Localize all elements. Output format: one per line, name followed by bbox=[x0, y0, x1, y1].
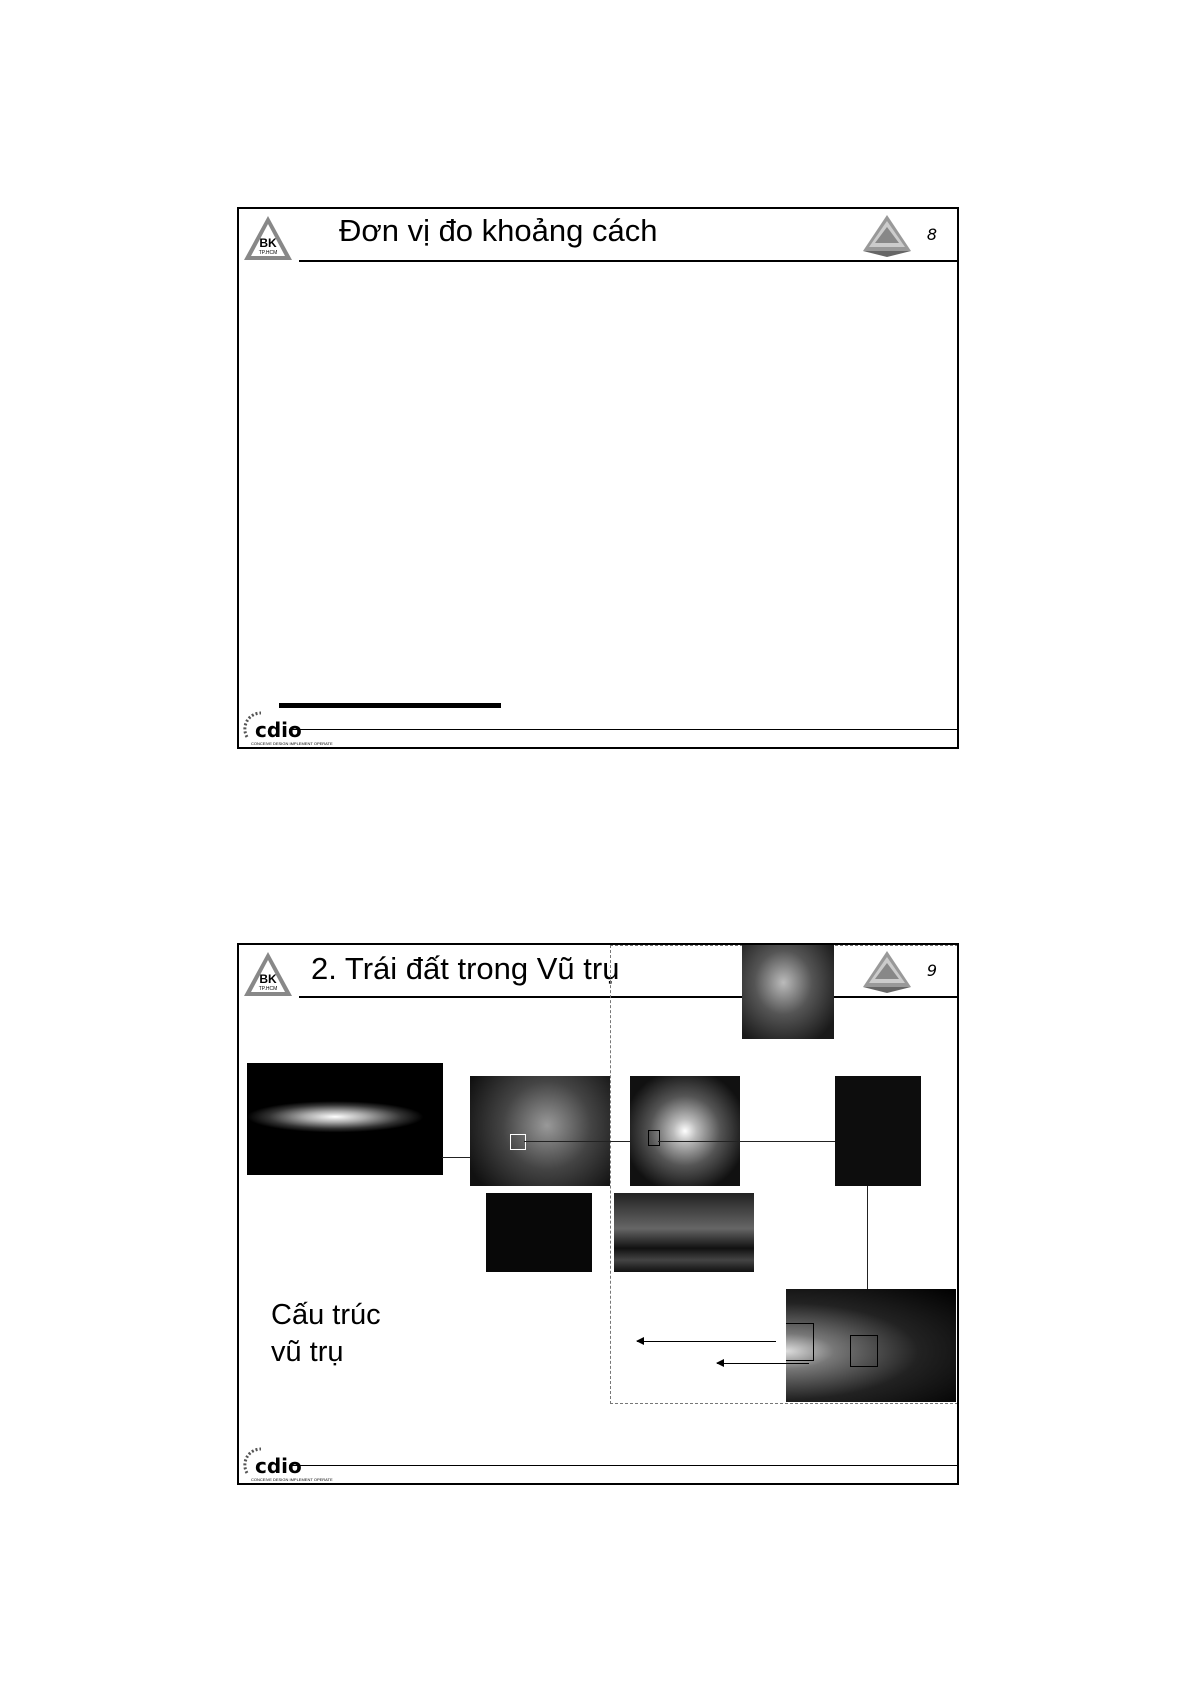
svg-text:cdio: cdio bbox=[255, 1454, 302, 1478]
svg-text:CONCEIVE DESIGN IMPLEMENT OPER: CONCEIVE DESIGN IMPLEMENT OPERATE bbox=[251, 1477, 333, 1482]
galaxy-image bbox=[247, 1063, 443, 1175]
slide-number: 9 bbox=[926, 961, 937, 980]
body-line-1: Cấu trúc bbox=[271, 1299, 381, 1331]
cdio-logo bbox=[241, 1443, 371, 1483]
svg-text:cdio: cdio bbox=[255, 718, 302, 742]
slide-title: 2. Trái đất trong Vũ trụ bbox=[311, 951, 620, 986]
connector-line bbox=[658, 1141, 835, 1142]
pyramid-logo bbox=[861, 213, 913, 259]
slide-9 bbox=[237, 943, 959, 1485]
slide-title: Đơn vị đo khoảng cách bbox=[339, 213, 658, 248]
cdio-logo bbox=[241, 707, 371, 747]
zoom-box bbox=[786, 1323, 814, 1361]
svg-text:TP.HCM: TP.HCM bbox=[258, 986, 278, 992]
svg-text:BK: BK bbox=[259, 236, 277, 250]
footer-divider bbox=[289, 1465, 957, 1466]
slide-8 bbox=[237, 207, 959, 749]
star-map-image bbox=[486, 1193, 592, 1272]
bk-university-logo bbox=[242, 214, 294, 266]
connector-line bbox=[442, 1157, 470, 1158]
milky-way-image bbox=[614, 1193, 754, 1272]
footer-divider bbox=[289, 729, 957, 730]
svg-text:CONCEIVE DESIGN IMPLEMENT OPER: CONCEIVE DESIGN IMPLEMENT OPERATE bbox=[251, 741, 333, 746]
title-divider bbox=[299, 260, 957, 262]
constellation-image bbox=[835, 1076, 921, 1186]
connector-line bbox=[524, 1141, 630, 1142]
nebula-image bbox=[742, 945, 834, 1039]
spiral-galaxy-image bbox=[630, 1076, 740, 1186]
body-text bbox=[271, 1297, 381, 1371]
arrow-left bbox=[637, 1341, 776, 1342]
solar-system-image bbox=[786, 1289, 956, 1402]
svg-text:TP.HCM: TP.HCM bbox=[258, 250, 278, 256]
star-cluster-image bbox=[470, 1076, 610, 1186]
zoom-box bbox=[510, 1134, 526, 1150]
svg-text:BK: BK bbox=[259, 972, 277, 986]
zoom-box bbox=[850, 1335, 878, 1367]
body-line-2: vũ trụ bbox=[271, 1336, 344, 1368]
bk-university-logo bbox=[242, 950, 294, 1002]
arrow-left bbox=[717, 1363, 809, 1364]
zoom-box bbox=[648, 1130, 660, 1146]
connector-line bbox=[867, 1186, 868, 1289]
slide-number: 8 bbox=[926, 225, 937, 244]
